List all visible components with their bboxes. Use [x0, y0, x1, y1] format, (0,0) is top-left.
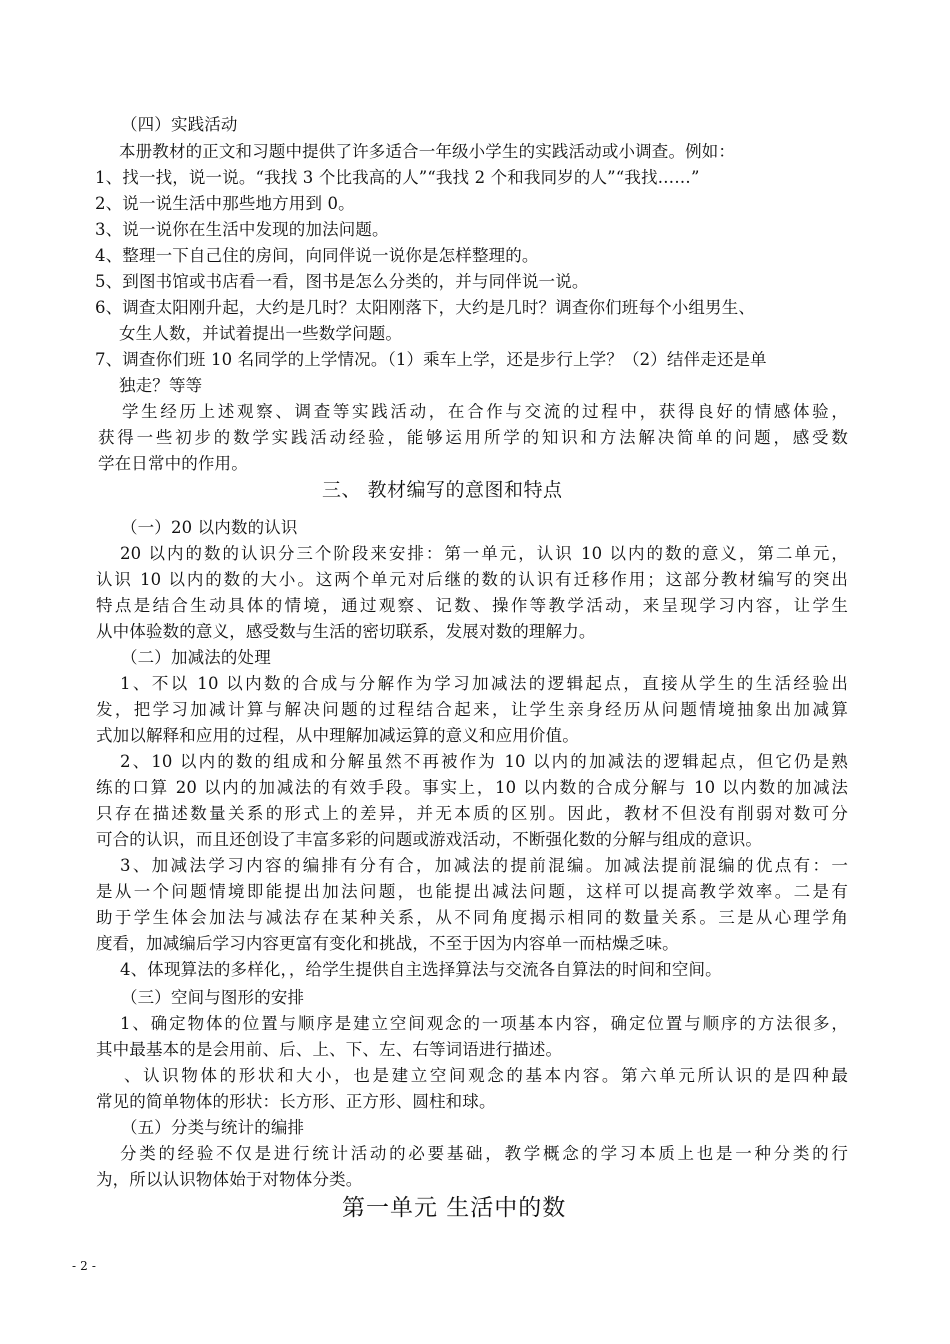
paragraph-line: 助于学生体会加法与减法存在某种关系，从不同角度揭示相同的数量关系。三是从心理学角	[96, 908, 848, 927]
subsection-heading: （五）分类与统计的编排	[121, 1118, 305, 1137]
paragraph-line: 特点是结合生动具体的情境，通过观察、记数、操作等教学活动，来呈现学习内容，让学生	[96, 596, 848, 615]
practice-heading: （四）实践活动	[121, 115, 238, 134]
paragraph-line: 4、体现算法的多样化，，给学生提供自主选择算法与交流各自算法的时间和空间。	[120, 960, 722, 979]
paragraph-line: 是从一个问题情境即能提出加法问题，也能提出减法问题，这样可以提高教学效率。二是有	[96, 882, 848, 901]
paragraph-line: 只存在描述数量关系的形式上的差异，并无本质的区别。因此，教材不但没有削弱对数可分	[96, 804, 848, 823]
paragraph-line: 可合的认识，而且还创设了丰富多彩的问题或游戏活动，不断强化数的分解与组成的意识。	[96, 830, 762, 849]
practice-summary-line: 学生经历上述观察、调查等实践活动，在合作与交流的过程中，获得良好的情感体验，	[122, 402, 848, 421]
subsection-heading: （三）空间与图形的安排	[121, 988, 305, 1007]
paragraph-line: 常见的简单物体的形状：长方形、正方形、圆柱和球。	[96, 1092, 496, 1111]
section-heading: 三、 教材编写的意图和特点	[322, 479, 563, 501]
paragraph-line: 为，所以认识物体始于对物体分类。	[96, 1170, 363, 1189]
page-number: - 2 -	[72, 1259, 97, 1273]
practice-item-3: 3、说一说你在生活中发现的加法问题。	[95, 220, 389, 239]
practice-item-7-cont: 独走？等等	[119, 376, 203, 395]
practice-item-6-cont: 女生人数，并试着提出一些数学问题。	[119, 324, 403, 343]
practice-item-6: 6、调查太阳刚升起，大约是几时？太阳刚落下，大约是几时？调查你们班每个小组男生、	[95, 298, 755, 317]
practice-summary-line: 学在日常中的作用。	[98, 454, 248, 473]
practice-item-7: 7、调查你们班 10 名同学的上学情况。（1）乘车上学，还是步行上学？（2）结伴走还是单	[95, 350, 767, 369]
subsection-heading: （二）加减法的处理	[121, 648, 271, 667]
paragraph-line: 分类的经验不仅是进行统计活动的必要基础，教学概念的学习本质上也是一种分类的行	[120, 1144, 848, 1163]
practice-item-1: 1、找一找，说一说。“我找 3 个比我高的人”“我找 2 个和我同岁的人”“我找……”	[95, 168, 700, 187]
paragraph-line: 、认识物体的形状和大小，也是建立空间观念的基本内容。第六单元所认识的是四种最	[124, 1066, 848, 1085]
paragraph-line: 从中体验数的意义，感受数与生活的密切联系，发展对数的理解力。	[96, 622, 596, 641]
paragraph-line: 1、确定物体的位置与顺序是建立空间观念的一项基本内容，确定位置与顺序的方法很多，	[120, 1014, 848, 1033]
practice-item-4: 4、整理一下自己住的房间，向同伴说一说你是怎样整理的。	[95, 246, 539, 265]
paragraph-line: 式加以解释和应用的过程，从中理解加减运算的意义和应用价值。	[96, 726, 579, 745]
practice-item-5: 5、到图书馆或书店看一看，图书是怎么分类的，并与同伴说一说。	[95, 272, 589, 291]
paragraph-line: 20 以内的数的认识分三个阶段来安排：第一单元，认识 10 以内的数的意义，第二单元，	[120, 544, 848, 563]
paragraph-line: 发，把学习加减计算与解决问题的过程结合起来，让学生亲身经历从问题情境抽象出加减算	[96, 700, 848, 719]
paragraph-line: 3、加减法学习内容的编排有分有合，加减法的提前混编。加减法提前混编的优点有：一	[120, 856, 848, 875]
paragraph-line: 1、不以 10 以内数的合成与分解作为学习加减法的逻辑起点，直接从学生的生活经验出	[120, 674, 848, 693]
practice-item-2: 2、说一说生活中那些地方用到 0。	[95, 194, 355, 213]
paragraph-line: 度看，加减编后学习内容更富有变化和挑战，不至于因为内容单一而枯燥乏味。	[96, 934, 679, 953]
paragraph-line: 2、10 以内的数的组成和分解虽然不再被作为 10 以内的加减法的逻辑起点，但它仍是熟	[120, 752, 848, 771]
unit-heading: 第一单元 生活中的数	[342, 1195, 567, 1221]
paragraph-line: 练的口算 20 以内的加减法的有效手段。事实上，10 以内数的合成分解与 10 以内数的加减法	[96, 778, 848, 797]
paragraph-line: 认识 10 以内的数的大小。这两个单元对后继的数的认识有迁移作用；这部分教材编写的突出	[96, 570, 848, 589]
subsection-heading: （一）20 以内数的认识	[121, 518, 298, 537]
practice-summary-line: 获得一些初步的数学实践活动经验，能够运用所学的知识和方法解决简单的问题，感受数	[98, 428, 848, 447]
practice-intro: 本册教材的正文和习题中提供了许多适合一年级小学生的实践活动或小调查。例如：	[119, 142, 736, 161]
paragraph-line: 其中最基本的是会用前、后、上、下、左、右等词语进行描述。	[96, 1040, 563, 1059]
